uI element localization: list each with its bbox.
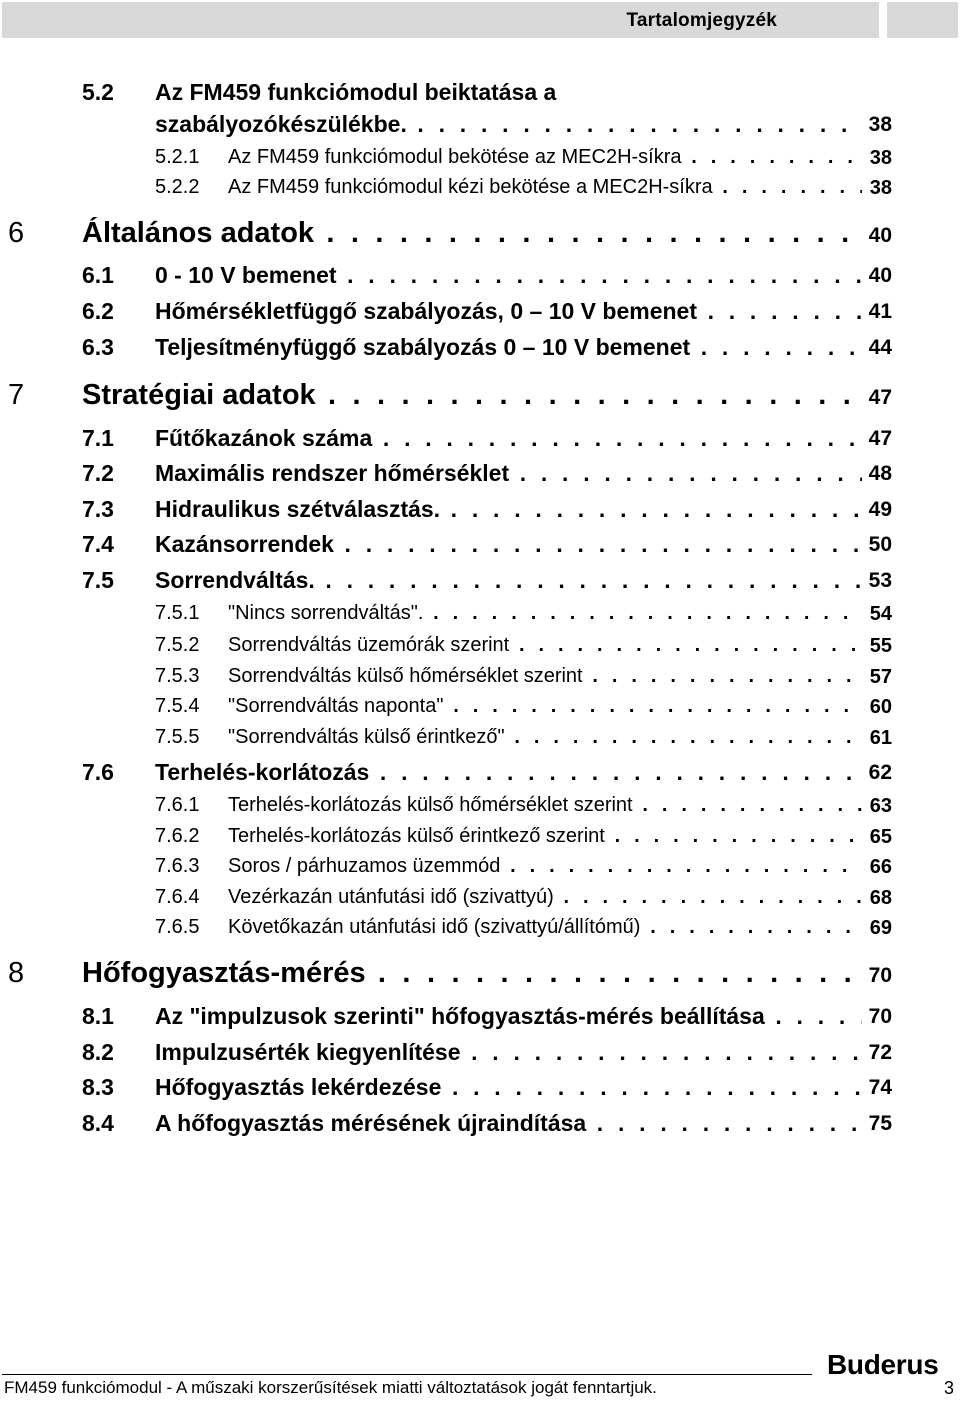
toc-entry-title: "Sorrendváltás külső érintkező" . . . <box>228 726 862 749</box>
toc-entry-title: Soros / párhuzamos üzemmód . . . <box>228 855 862 878</box>
toc-entry-number: 7.5.4 <box>155 695 200 717</box>
toc-entry-page: 72 <box>868 1041 892 1064</box>
toc-entry-title: A hőfogyasztás mérésének újraindítása . . . <box>155 1110 862 1137</box>
toc-entry-7-5-4[interactable] <box>0 695 960 725</box>
toc-entry-page: 53 <box>868 569 892 592</box>
toc-entry-title-cont: szabályozókészülékbe. . . . <box>155 111 862 138</box>
toc-entry-number: 5.2.2 <box>155 176 200 198</box>
toc-entry-title: Hőfogyasztás-mérés . . . <box>82 957 862 990</box>
toc-entry-page: 40 <box>868 224 892 247</box>
toc-entry-7-5-5[interactable] <box>0 726 960 756</box>
toc-entry-7-5[interactable] <box>0 567 960 597</box>
toc-entry-title: Az "impulzusok szerinti" hőfogyasztás-mérés beállítása . . . <box>155 1003 862 1030</box>
toc-entry-5-2-1[interactable] <box>0 146 960 176</box>
toc-entry-page: 38 <box>868 113 892 136</box>
toc-entry-page: 47 <box>868 386 892 409</box>
toc-entry-page: 49 <box>868 498 892 521</box>
toc-entry-6-2[interactable] <box>0 298 960 328</box>
toc-entry-7-6-3[interactable] <box>0 855 960 885</box>
toc-entry-title: Sorrendváltás üzemórák szerint . . . <box>228 634 862 657</box>
toc-entry-title: Maximális rendszer hőmérséklet . . . <box>155 460 862 487</box>
toc-entry-page: 48 <box>868 462 892 485</box>
toc-entry-number: 7.6 <box>82 759 114 785</box>
toc-entry-6-1[interactable] <box>0 262 960 292</box>
toc-entry-number: 7.2 <box>82 460 114 486</box>
toc-entry-8-3[interactable] <box>0 1074 960 1104</box>
toc-entry-5-2-2[interactable] <box>0 176 960 206</box>
toc-entry-page: 47 <box>868 427 892 450</box>
toc-entry-8-4[interactable] <box>0 1110 960 1140</box>
toc-entry-title: Az FM459 funkciómodul kézi bekötése a MEC2H-síkra . . . <box>228 176 862 199</box>
toc-entry-7[interactable] <box>0 379 960 409</box>
toc-entry-title: Impulzusérték kiegyenlítése . . . <box>155 1039 862 1066</box>
toc-entry-number: 7.6.4 <box>155 886 200 908</box>
toc-entry-number: 8.1 <box>82 1003 114 1029</box>
toc-entry-number: 7.5.1 <box>155 602 200 624</box>
toc-entry-page: 54 <box>869 603 892 625</box>
toc-entry-number: 6.1 <box>82 262 114 288</box>
toc-entry-number: 6.2 <box>82 298 114 324</box>
toc-entry-number: 7.4 <box>82 531 114 557</box>
toc-entry-page: 41 <box>868 300 892 323</box>
toc-entry-title: Az FM459 funkciómodul beiktatása a <box>155 79 557 105</box>
page-header-title: Tartalomjegyzék <box>626 10 777 31</box>
toc-entry-title: Az FM459 funkciómodul bekötése az MEC2H-síkra . . . <box>228 146 862 169</box>
toc-entry-title: "Sorrendváltás naponta" . . . <box>228 695 862 718</box>
toc-entry-8-2[interactable] <box>0 1039 960 1069</box>
toc-entry-number: 8.4 <box>82 1110 114 1136</box>
toc-entry-5-2[interactable] <box>0 111 960 141</box>
buderus-logo: Buderus <box>827 1349 939 1380</box>
toc-entry-title: Hidraulikus szétválasztás. . . . <box>155 496 862 523</box>
toc-entry-number: 7.3 <box>82 496 114 522</box>
toc-entry-7-4[interactable] <box>0 531 960 561</box>
toc-entry-title: Hőfogyasztás lekérdezése . . . <box>155 1074 862 1101</box>
footer-divider <box>2 1374 812 1375</box>
toc-entry-number: 7 <box>8 379 25 411</box>
toc-entry-number: 8.2 <box>82 1039 114 1065</box>
toc-entry-title: 0 - 10 V bemenet . . . <box>155 262 862 289</box>
toc-entry-title: Vezérkazán utánfutási idő (szivattyú) . . . <box>228 886 862 909</box>
toc-entry-page: 38 <box>869 147 892 169</box>
footer-page-number: 3 <box>943 1378 954 1398</box>
toc-entry-title: Teljesítményfüggő szabályozás 0 – 10 V bemenet . . . <box>155 334 862 361</box>
header-corner-block <box>887 2 958 38</box>
toc-entry-7-2[interactable] <box>0 460 960 490</box>
toc-entry-7-1[interactable] <box>0 425 960 455</box>
toc-entry-page: 65 <box>869 826 892 848</box>
toc-entry-7-6-2[interactable] <box>0 825 960 855</box>
toc-entry-page: 38 <box>869 177 892 199</box>
toc-entry-title: Terhelés-korlátozás külső hőmérséklet szerint . . . <box>228 794 862 817</box>
toc-entry-page: 60 <box>869 696 892 718</box>
toc-entry-number: 5.2 <box>82 79 114 105</box>
toc-entry-page: 66 <box>869 856 892 878</box>
toc-entry-8-1[interactable] <box>0 1003 960 1033</box>
toc-entry-8[interactable] <box>0 957 960 987</box>
toc-entry-title: Terhelés-korlátozás külső érintkező szerint . . . <box>228 825 862 848</box>
toc-entry-number: 7.5.5 <box>155 726 200 748</box>
toc-entry-title: Sorrendváltás. . . . <box>155 567 862 594</box>
toc-entry-number: 5.2.1 <box>155 146 200 168</box>
toc-entry-number: 6.3 <box>82 334 114 360</box>
toc-entry-number: 7.6.3 <box>155 855 200 877</box>
toc-entry-7-6-4[interactable] <box>0 886 960 916</box>
footer-disclaimer: FM459 funkciómodul - A műszaki korszerűsítések miatti változtatások jogát fenntartjuk. <box>4 1378 657 1397</box>
toc-entry-page: 44 <box>868 336 892 359</box>
toc-entry-title: Terhelés-korlátozás . . . <box>155 759 862 786</box>
toc-entry-number: 7.6.5 <box>155 916 200 938</box>
toc-entry-7-5-2[interactable] <box>0 634 960 664</box>
toc-entry-6-3[interactable] <box>0 334 960 364</box>
toc-entry-5-2-line1[interactable] <box>0 79 960 109</box>
toc-entry-title: Általános adatok . . . <box>82 217 862 250</box>
toc-entry-page: 68 <box>869 887 892 909</box>
toc-entry-7-3[interactable] <box>0 496 960 526</box>
toc-entry-number: 7.5.3 <box>155 665 200 687</box>
toc-entry-page: 70 <box>868 964 892 987</box>
toc-entry-page: 61 <box>869 727 892 749</box>
toc-entry-number: 7.5.2 <box>155 634 200 656</box>
toc-entry-page: 75 <box>868 1112 892 1135</box>
toc-entry-title: Stratégiai adatok . . . <box>82 379 862 412</box>
toc-entry-page: 70 <box>868 1005 892 1028</box>
toc-entry-page: 57 <box>869 666 892 688</box>
toc-entry-6[interactable] <box>0 217 960 247</box>
toc-entry-page: 63 <box>869 795 892 817</box>
toc-entry-number: 7.6.2 <box>155 825 200 847</box>
toc-entry-number: 7.5 <box>82 567 114 593</box>
toc-entry-page: 74 <box>868 1076 892 1099</box>
toc-entry-page: 55 <box>869 635 892 657</box>
toc-entry-number: 7.1 <box>82 425 114 451</box>
toc-entry-page: 62 <box>868 761 892 784</box>
toc-entry-7-6[interactable] <box>0 759 960 789</box>
toc-entry-title: Sorrendváltás külső hőmérséklet szerint . . . <box>228 665 862 688</box>
toc-entry-7-5-1[interactable] <box>0 602 960 632</box>
toc-entry-title: Hőmérsékletfüggő szabályozás, 0 – 10 V bemenet . . . <box>155 298 862 325</box>
toc-entry-page: 69 <box>869 917 892 939</box>
toc-entry-number: 6 <box>8 217 25 249</box>
toc-entry-title: Fűtőkazánok száma . . . <box>155 425 862 452</box>
toc-entry-number: 8.3 <box>82 1074 114 1100</box>
toc-entry-number: 7.6.1 <box>155 794 200 816</box>
toc-entry-title: "Nincs sorrendváltás". . . . <box>228 602 862 625</box>
toc-entry-title: Követőkazán utánfutási idő (szivattyú/állítómű) . . . <box>228 916 862 939</box>
toc-entry-number: 8 <box>8 957 25 989</box>
header-bar <box>2 2 879 38</box>
toc-entry-page: 50 <box>868 533 892 556</box>
toc-entry-page: 40 <box>868 264 892 287</box>
toc-entry-7-6-1[interactable] <box>0 794 960 824</box>
toc-entry-7-5-3[interactable] <box>0 665 960 695</box>
toc-entry-title: Kazánsorrendek . . . <box>155 531 862 558</box>
toc-entry-7-6-5[interactable] <box>0 916 960 946</box>
